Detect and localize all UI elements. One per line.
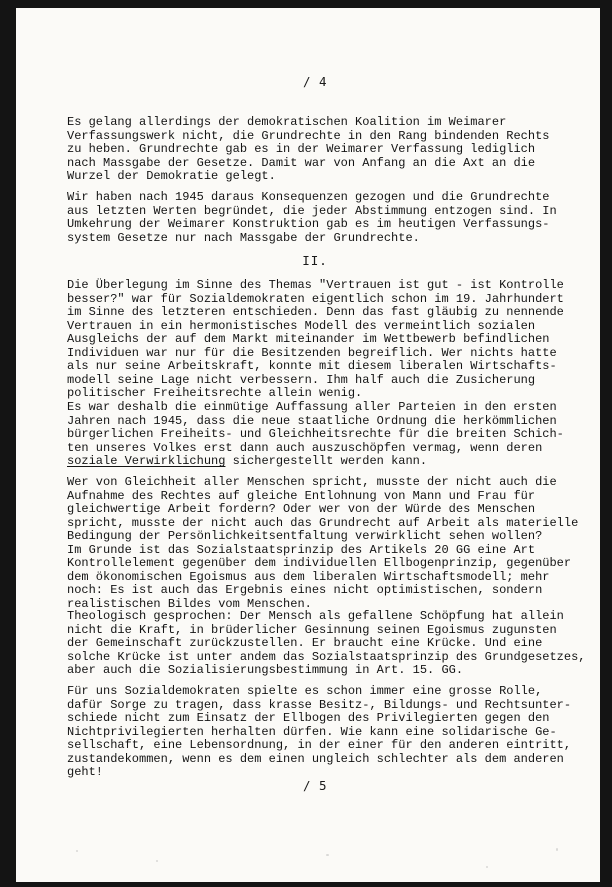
scan-speck <box>156 860 158 862</box>
text-line: aus letzten Werten begründet, die jeder Abstimmung entzogen sind. In <box>67 203 557 218</box>
text-line: sellschaft, eine Lebensordnung, in der einer für den anderen eintritt, <box>67 738 572 752</box>
text-line: nach Massgabe der Gesetze. Damit war von Anfang an die Axt an die <box>67 155 536 170</box>
text-line: Verfassungswerk nicht, die Grundrechte in den Rang bindenden Rechts <box>67 128 550 143</box>
paragraph-1 <box>67 116 549 184</box>
text-line: nicht die Kraft, in brüderlicher Gesinnung seinen Egoismus zugunsten <box>67 622 557 637</box>
text-line: ten unseres Volkes erst dann auch auszuschöpfen vermag, wenn deren <box>67 440 543 455</box>
text-line: Jahren nach 1945, dass die neue staatliche Ordnung die herkömmlichen <box>67 413 557 428</box>
text-line: Individuen war nur für die Besitzenden begreiflich. Wer nichts hatte <box>67 345 557 360</box>
page-number-bottom: / 5 <box>302 778 328 793</box>
text-line: geht! <box>67 765 104 779</box>
paragraph-4 <box>67 401 564 469</box>
scan-speck <box>76 850 78 852</box>
text-line: Im Grunde ist das Sozialstaatsprinzip des Artikels 20 GG eine Art <box>67 542 536 557</box>
text-line: Wir haben nach 1945 daraus Konsequenzen gezogen und die Grundrechte <box>67 190 550 204</box>
text-line: Vertrauen in ein hermonistisches Modell des vermeintlich sozialen <box>67 318 536 333</box>
text-line: schiede nicht zum Einsatz der Ellbogen des Privilegierten gegen den <box>67 711 550 725</box>
text-line: der Gemeinschaft zurückzustellen. Er braucht eine Krücke. Und eine <box>67 636 543 650</box>
paragraph-7 <box>67 685 571 780</box>
paragraph-3 <box>67 279 564 401</box>
text-line: besser?" war für Sozialdemokraten eigentlich schon im 19. Jahrhundert <box>67 291 564 306</box>
paragraph-5 <box>67 476 578 611</box>
underlined-phrase: soziale Verwirklichung <box>67 454 226 468</box>
text-line: Ausgleichs der auf dem Markt miteinander im Wettbewerb befindlichen <box>67 332 550 346</box>
text-line: als nur seine Arbeitskraft, konnte mit diesem liberalen Wirtschafts- <box>67 359 557 373</box>
scan-speck <box>326 854 329 856</box>
text-line: im Sinne des letzteren entschieden. Denn das fast gläubig zu nennende <box>67 305 564 319</box>
text-line: politischer Freiheitsrechte allein wenig. <box>67 386 363 400</box>
text-line: zustandekommen, wenn es dem einen ungleich schlechter als dem anderen <box>67 751 564 766</box>
text-line: Aufnahme des Rechtes auf gleiche Entlohnung von Mann und Frau für <box>67 488 536 503</box>
text-line: modell seine Lage nicht verbessern. Ihm half auch die Zusicherung <box>67 372 536 387</box>
paragraph-2 <box>67 191 557 245</box>
scan-speck <box>486 866 488 868</box>
text-line: zu heben. Grundrechte gab es in der Weimarer Verfassung lediglich <box>67 142 536 156</box>
text-line: Nichtprivilegierten herhalten dürfen. Wie kann eine solidarische Ge- <box>67 724 557 739</box>
text-line: Umkehrung der Weimarer Konstruktion gab es im heutigen Verfassungs- <box>67 217 550 231</box>
text-line: noch: Es ist auch das Ergebnis eines nicht optimistischen, sondern <box>67 583 543 597</box>
text-line: system Gesetze nur nach Massgabe der Grundrechte. <box>67 230 420 245</box>
text-line: Es war deshalb die einmütige Auffassung aller Parteien in den ersten <box>67 400 557 414</box>
text-line: Für uns Sozialdemokraten spielte es schon immer eine grosse Rolle, <box>67 684 543 698</box>
text-line: dafür Sorge zu tragen, dass krasse Besitz-, Bildungs- und Rechtsunter- <box>67 697 572 712</box>
text-line: Wurzel der Demokratie gelegt. <box>67 169 276 183</box>
text-line: spricht, musste der nicht auch das Grundrecht auf Arbeit als materielle <box>67 515 579 530</box>
text-line: Die Überlegung im Sinne des Themas "Vertrauen ist gut - ist Kontrolle <box>67 278 564 292</box>
document-page <box>16 8 600 882</box>
text-line: realistischen Bildes vom Menschen. <box>67 596 312 611</box>
text-fragment: sichergestellt werden kann. <box>225 454 428 468</box>
text-line: solche Krücke ist unter andem das Sozialstaatsprinzip des Grundgesetzes, <box>67 649 586 664</box>
paragraph-6 <box>67 610 585 678</box>
text-line: dem ökonomischen Egoismus aus dem liberalen Wirtschaftsmodell; mehr <box>67 569 550 584</box>
section-heading: II. <box>302 253 328 268</box>
text-line: gleichwertige Arbeit fordern? Oder wer von der Würde des Menschen <box>67 502 536 516</box>
text-line: bürgerlichen Freiheits- und Gleichheitsrechte für die breiten Schich- <box>67 427 564 441</box>
text-line: Theologisch gesprochen: Der Mensch als gefallene Schöpfung hat allein <box>67 609 564 623</box>
text-line: aber auch die Sozialisierungsbestimmung in Art. 15. GG. <box>67 663 464 677</box>
scan-speck <box>556 848 558 851</box>
text-line: Es gelang allerdings der demokratischen Koalition im Weimarer <box>67 115 507 129</box>
text-line: Bedingung der Persönlichkeitsentfaltung verwirklicht sehen wollen? <box>67 529 543 543</box>
text-line: Kontrollelement gegenüber dem individuellen Ellbogenprinzip, gegenüber <box>67 556 572 570</box>
text-line <box>67 455 564 469</box>
page-number-top: / 4 <box>302 74 328 89</box>
text-line: Wer von Gleichheit aller Menschen spricht, musste der nicht auch die <box>67 475 557 489</box>
